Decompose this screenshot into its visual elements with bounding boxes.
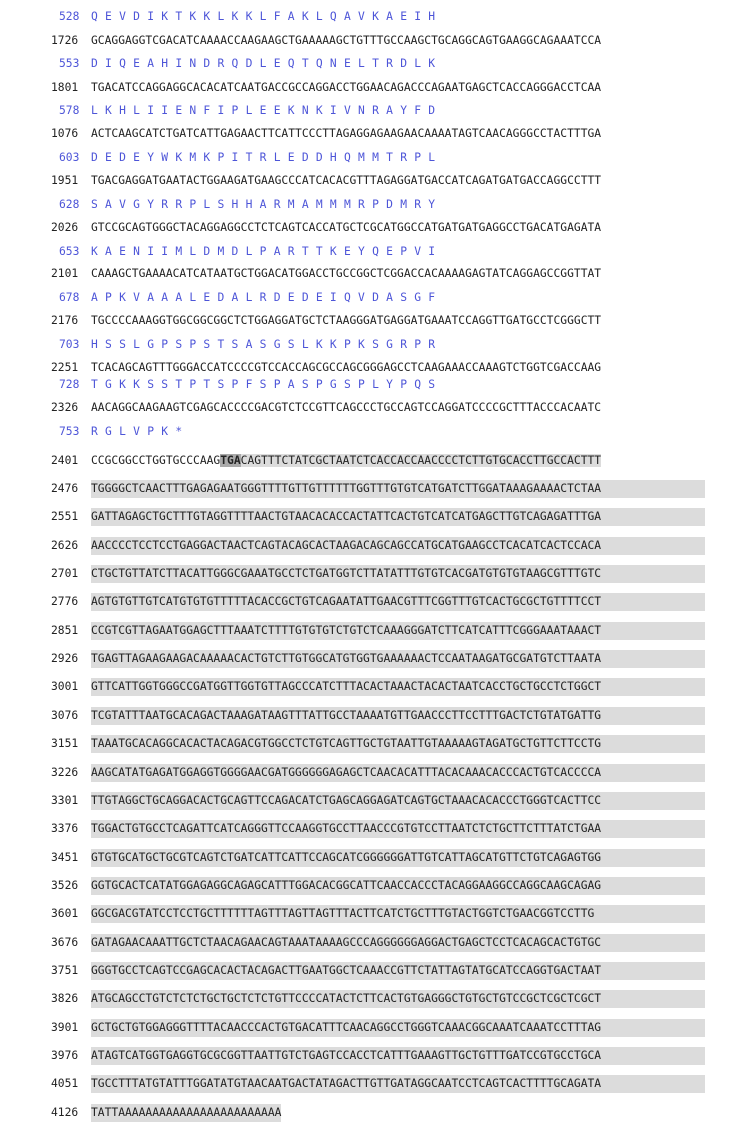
- utr-sequence: TCGTATTTAATGCACAGACTAAAGATAAGTTTATTGCCTAAAATGTTGAACCCTTCCTTTGACTCTGTATGATTG: [91, 707, 705, 725]
- dna-sequence: GTCCGCAGTGGGCTACAGGAGGCCTCTCAGTCACCATGCTCGCATGGCCATGATGATGAGGCCTGACATGAGATA: [91, 221, 602, 234]
- dna-position: 1076: [51, 127, 79, 140]
- dna-position: 2401: [51, 454, 79, 467]
- utr-sequence: TGGACTGTGCCTCAGATTCATCAGGGTTCCAAGGTGCCTTAACCCGTGTCCTTAATCTCTGCTTCTTTATCTGAA: [91, 820, 705, 838]
- protein-position: 628: [59, 198, 80, 211]
- dna-position: 3376: [51, 822, 79, 835]
- dna-position: 2776: [51, 595, 79, 608]
- utr-sequence: CCGTCGTTAGAATGGAGCTTTAAATCTTTTGTGTGTCTGTCTCAAAGGGATCTTCATCATTTCGGGAAATAAACT: [91, 622, 705, 640]
- dna-position: 2926: [51, 652, 79, 665]
- coding-end: CCGCGGCCTGGTGCCCAAG: [91, 454, 221, 467]
- utr-sequence: AAGCATATGAGATGGAGGTGGGGAACGATGGGGGGAGAGCTCAACACATTTACACAAACACCCACTGTCACCCCA: [91, 764, 705, 782]
- utr-sequence: AGTGTGTTGTCATGTGTGTTTTTACACCGCTGTCAGAATATTGAACGTTTCGGTTTGTCACTGCGCTGTTTTCCT: [91, 593, 705, 611]
- dna-sequence: TCACAGCAGTTTGGGACCATCCCCGTCCACCAGCGCCAGCGGGAGCCTCAAGAAACCAAAGTCTGGTCGACCAAG: [91, 361, 602, 374]
- dna-position: 3451: [51, 851, 79, 864]
- dna-position: 3076: [51, 709, 79, 722]
- utr-sequence: GGGTGCCTCAGTCCGAGCACACTACAGACTTGAATGGCTCAAACCGTTCTATTAGTATGCATCCAGGTGACTAAT: [91, 962, 705, 980]
- protein-position: 703: [59, 338, 80, 351]
- utr-sequence: TGGGGCTCAACTTTGAGAGAATGGGTTTTGTTGTTTTTTGGTTTGTGTCATGATCTTGGATAAAGAAAACTCTAA: [91, 480, 705, 498]
- protein-sequence: H S S L G P S P S T S A S G S L K K P K S G R P R: [91, 338, 436, 351]
- dna-position: 2326: [51, 401, 79, 414]
- dna-sequence: TGACATCCAGGAGGCACACATCAATGACCGCCAGGACCTGGAACAGACCCAGAATGAGCTCACCAGGGACCTCAA: [91, 81, 602, 94]
- dna-position: 4126: [51, 1106, 79, 1119]
- dna-position: 3601: [51, 907, 79, 920]
- protein-sequence: A P K V A A A L E D A L R D E D E I Q V D A S G F: [91, 291, 436, 304]
- dna-position: 3301: [51, 794, 79, 807]
- utr-sequence: TGCCTTTATGTATTTGGATATGTAACAATGACTATAGACTTGTTGATAGGCAATCCTCAGTCACTTTTGCAGATA: [91, 1075, 705, 1093]
- utr-sequence: GCTGCTGTGGAGGGTTTTACAACCCACTGTGACATTTCAACAGGCCTGGGTCAAACGGCAAATCAAATCCTTTAG: [91, 1019, 705, 1037]
- dna-position: 3151: [51, 737, 79, 750]
- protein-position: 728: [59, 378, 80, 391]
- dna-position: 2251: [51, 361, 79, 374]
- protein-sequence: R G L V P K *: [91, 425, 183, 438]
- utr-sequence: ATGCAGCCTGTCTCTCTGCTGCTCTCTGTTCCCCATACTCTTCACTGTGAGGGCTGTGCTGTCCGCTCGCTCGCT: [91, 990, 705, 1008]
- dna-sequence: TGACGAGGATGAATACTGGAAGATGAAGCCCATCACACGTTTAGAGGATGACCATCAGATGATGACCAGGCCTTT: [91, 174, 602, 187]
- protein-position: 578: [59, 104, 80, 117]
- dna-position: 3826: [51, 992, 79, 1005]
- dna-position: 3001: [51, 680, 79, 693]
- utr-sequence: GATAGAACAAATTGCTCTAACAGAACAGTAAATAAAAGCCCAGGGGGGAGGACTGAGCTCCTCACAGCACTGTGC: [91, 934, 705, 952]
- dna-position: 2551: [51, 510, 79, 523]
- utr-sequence: GTTCATTGGTGGGCCGATGGTTGGTGTTAGCCCATCTTTACACTAAACTACACTAATCACCTGCTGCCTCTGGCT: [91, 678, 705, 696]
- utr-sequence: GTGTGCATGCTGCGTCAGTCTGATCATTCATTCCAGCATCGGGGGGATTGTCATTAGCATGTTCTGTCAGAGTGG: [91, 849, 705, 867]
- dna-position: 2176: [51, 314, 79, 327]
- dna-position: 3901: [51, 1021, 79, 1034]
- dna-position: 2626: [51, 539, 79, 552]
- dna-position: 2476: [51, 482, 79, 495]
- dna-position: 3526: [51, 879, 79, 892]
- dna-position: 1801: [51, 81, 79, 94]
- protein-sequence: T G K K S S T P T S P F S P A S P G S P L Y P Q S: [91, 378, 436, 391]
- stop-codon: TGA: [220, 454, 241, 467]
- dna-position: 4051: [51, 1077, 79, 1090]
- utr-sequence: AACCCCTCCTCCTGAGGACTAACTCAGTACAGCACTAAGACAGCAGCCATGCATGAAGCCTCACATCACTCCACA: [91, 537, 705, 555]
- utr-sequence: GATTAGAGCTGCTTTGTAGGTTTTAACTGTAACACACCACTATTCACTGTCATCATGAGCTTGTCAGAGATTTGA: [91, 508, 705, 526]
- stop-codon-sequence: [91, 452, 601, 470]
- utr-sequence: TTGTAGGCTGCAGGACACTGCAGTTCCAGACATCTGAGCAGGAGATCAGTGCTAAACACACCCTGGGTCACTTCC: [91, 792, 705, 810]
- dna-position: 2101: [51, 267, 79, 280]
- utr-sequence: TGAGTTAGAAGAAGACAAAAACACTGTCTTGTGGCATGTGGTGAAAAAACTCCAATAAGATGCGATGTCTTAATA: [91, 650, 705, 668]
- dna-position: 3226: [51, 766, 79, 779]
- protein-position: 603: [59, 151, 80, 164]
- dna-position: 3976: [51, 1049, 79, 1062]
- dna-position: 3676: [51, 936, 79, 949]
- utr-start: CAGTTTCTATCGCTAATCTCACCACCAACCCCTCTTGTGCACCTTGCCACTTT: [240, 454, 602, 467]
- protein-sequence: D E D E Y W K M K P I T R L E D D H Q M M T R P L: [91, 151, 436, 164]
- protein-sequence: L K H L I I E N F I P L E E K N K I V N R A Y F D: [91, 104, 436, 117]
- dna-position: 1726: [51, 34, 79, 47]
- protein-position: 678: [59, 291, 80, 304]
- protein-position: 753: [59, 425, 80, 438]
- dna-position: 2026: [51, 221, 79, 234]
- dna-position: 2851: [51, 624, 79, 637]
- dna-sequence: TGCCCCAAAGGTGGCGGCGGCTCTGGAGGATGCTCTAAGGGATGAGGATGAAATCCAGGTTGATGCCTCGGGCTT: [91, 314, 602, 327]
- dna-position: 2701: [51, 567, 79, 580]
- protein-position: 528: [59, 10, 80, 23]
- protein-position: 553: [59, 57, 80, 70]
- utr-sequence: CTGCTGTTATCTTACATTGGGCGAAATGCCTCTGATGGTCTTATATTTGTGTCACGATGTGTGTAAGCGTTTGTC: [91, 565, 705, 583]
- utr-sequence: ATAGTCATGGTGAGGTGCGCGGTTAATTGTCTGAGTCCACCTCATTTGAAAGTTGCTGTTTGATCCGTGCCTGCA: [91, 1047, 705, 1065]
- utr-sequence: TATTAAAAAAAAAAAAAAAAAAAAAAAA: [91, 1104, 281, 1122]
- protein-sequence: K A E N I I M L D M D L P A R T T K E Y Q E P V I: [91, 245, 436, 258]
- protein-sequence: S A V G Y R R P L S H H A R M A M M M R P D M R Y: [91, 198, 436, 211]
- dna-sequence: ACTCAAGCATCTGATCATTGAGAACTTCATTCCCTTAGAGGAGAAGAACAAAATAGTCAACAGGGCCTACTTTGA: [91, 127, 602, 140]
- dna-position: 1951: [51, 174, 79, 187]
- dna-sequence: CAAAGCTGAAAACATCATAATGCTGGACATGGACCTGCCGGCTCGGACCACAAAAGAGTATCAGGAGCCGGTTAT: [91, 267, 602, 280]
- protein-sequence: D I Q E A H I N D R Q D L E Q T Q N E L T R D L K: [91, 57, 436, 70]
- utr-sequence: TAAATGCACAGGCACACTACAGACGTGGCCTCTGTCAGTTGCTGTAATTGTAAAAAGTAGATGCTGTTCTTCCTG: [91, 735, 705, 753]
- protein-position: 653: [59, 245, 80, 258]
- dna-sequence: GCAGGAGGTCGACATCAAAACCAAGAAGCTGAAAAAGCTGTTTGCCAAGCTGCAGGCAGTGAAGGCAGAAATCCA: [91, 34, 602, 47]
- protein-sequence: Q E V D I K T K K L K K L F A K L Q A V K A E I H: [91, 10, 436, 23]
- dna-position: 3751: [51, 964, 79, 977]
- utr-sequence: GGCGACGTATCCTCCTGCTTTTTTAGTTTAGTTAGTTTACTTCATCTGCTTTGTACTGGTCTGAACGGTCCTTG: [91, 905, 705, 923]
- dna-sequence: AACAGGCAAGAAGTCGAGCACCCCGACGTCTCCGTTCAGCCCTGCCAGTCCAGGATCCCCGCTTTACCCACAATC: [91, 401, 602, 414]
- utr-sequence: GGTGCACTCATATGGAGAGGCAGAGCATTTGGACACGGCATTCAACCACCCTACAGGAAGGCCAGGCAAGCAGAG: [91, 877, 705, 895]
